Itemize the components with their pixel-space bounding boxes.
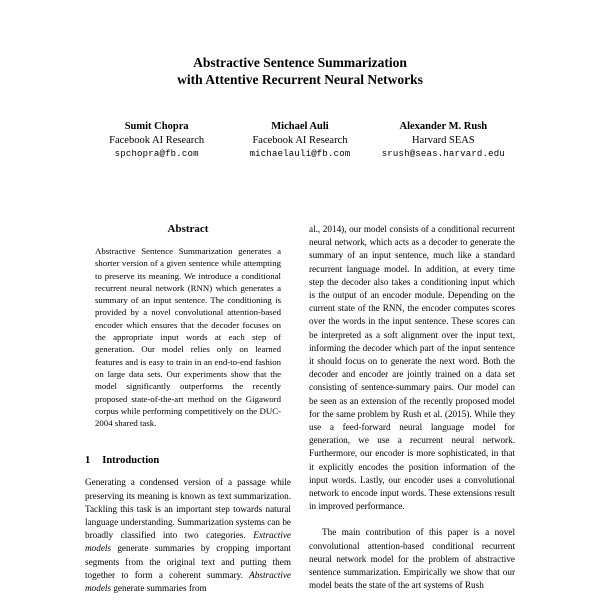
right-column-paragraph-1: al., 2014), our model consists of a conditional recurrent neural network, which acts as a decoder to generate the summary of an input sentence, much like a standard recurrent language model. In addition, at every time step the decoder also takes a conditioning input which is the output of an encoder module. Depending on the current state of the RNN, the encoder computes scores over the words in the input sentence. These scores can be interpreted as a soft alignment over the input text, informing the decoder which part of the input sentence it should focus on to generate the next word. Both the decoder and encoder are jointly trained on a data set consisting of sentence-summary pairs. Our model can be seen as an extension of the recently proposed model for the same problem by Rush et al. (2015). While they use a feed-forward neural language model for generation, we use a recurrent neural network. Furthermore, our encoder is more sophisticated, in that it explicitly encodes the position information of the input words. Lastly, our encoder uses a convolutional network to encode input words. These extensions result in improved performance. [309, 224, 515, 512]
author-affiliation: Facebook AI Research [109, 135, 205, 146]
author-email: spchopra@fb.com [114, 149, 199, 159]
paper-title-line2: with Attentive Recurrent Neural Networks [177, 72, 423, 87]
left-column [85, 223, 291, 595]
abstract-heading: Abstract [167, 223, 209, 235]
intro-text-1: Generating a condensed version of a passage while preserving its meaning is known as text summarization. Tackling this task is an important step towards natural language understanding. Summarization systems can be broadly classified into two categories. [85, 477, 291, 541]
paper-title-line1: Abstractive Sentence Summarization [193, 55, 407, 70]
intro-italic-extractive: Extractive models [85, 530, 291, 554]
intro-text-3: generate summaries from [111, 583, 207, 594]
abstract-text: Abstractive Sentence Summarization generates a shorter version of a given sentence while attempting to preserve its meaning. We introduce a conditional recurrent neural network (RNN) which generates a summary of an input sentence. The conditioning is provided by a novel convolutional attention-based encoder which ensures that the decoder focuses on the appropriate input words at each step of generation. Our model relies only on learned features and is easy to train in an end-to-end fashion on large data sets. Our experiments show that the model significantly outperforms the recently proposed state-of-the-art method on the Gigaword corpus while performing competitively on the DUC-2004 shared task. [95, 246, 281, 429]
author-affiliation: Facebook AI Research [252, 135, 348, 146]
author-name: Michael Auli [271, 121, 329, 132]
author-name: Alexander M. Rush [399, 121, 488, 132]
section-heading-introduction [85, 455, 291, 466]
right-column-paragraph-2: The main contribution of this paper is a novel convolutional attention-based conditional recurrent neural network model for the problem of abstractive sentence summarization. Empirically we show that our model beats the state of the art systems of Rush [309, 527, 515, 591]
intro-italic-abstractive: Abstractive models [85, 569, 291, 594]
paper-title [85, 54, 515, 88]
section-title: Introduction [102, 455, 160, 467]
intro-text-2: generate summaries by cropping important segments from the original text and putting them together to form a coherent summary. [85, 543, 291, 580]
author-email: michaelauli@fb.com [249, 149, 351, 159]
author-affiliation: Harvard SEAS [411, 135, 475, 146]
intro-paragraph [85, 476, 291, 595]
authors-row [85, 120, 515, 161]
right-column [309, 223, 515, 595]
author-email: srush@seas.harvard.edu [381, 149, 505, 159]
author-block-3 [372, 120, 515, 161]
author-name: Sumit Chopra [124, 121, 189, 132]
author-block-1 [85, 120, 228, 161]
author-block-2 [228, 120, 371, 161]
section-number: 1 [85, 455, 91, 467]
two-column-body [85, 223, 515, 595]
